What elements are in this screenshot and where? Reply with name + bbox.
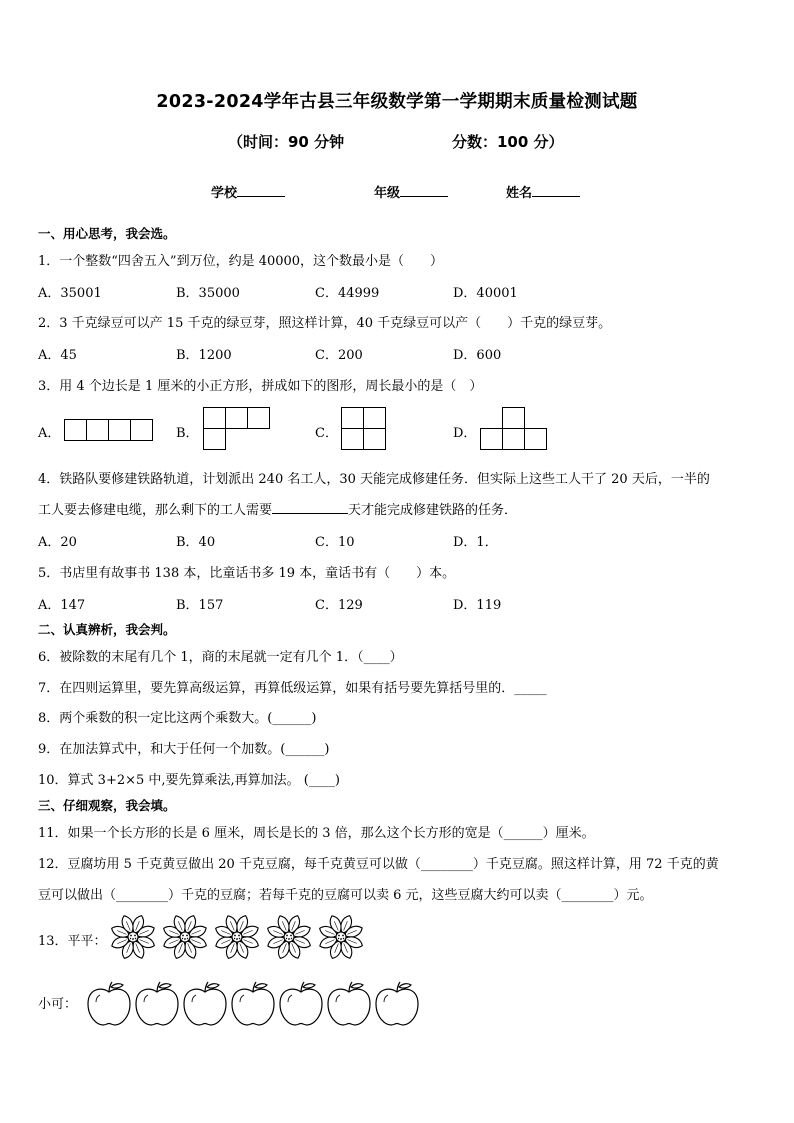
- apple-icon: [182, 980, 228, 1026]
- apple-row: [86, 980, 426, 1026]
- question-4-line1: 4．铁路队要修建铁路轨道，计划派出 240 名工人，30 天能完成修建任务．但实际上这些工人干了 20 天后，一半的: [38, 472, 710, 487]
- shape-b-figure: [203, 407, 270, 451]
- flower-icon: [160, 912, 210, 962]
- question-12-line1: 12．豆腐坊用 5 千克黄豆做出 20 千克豆腐，每千克黄豆可以做（________）千克豆腐。照这样计算，用 72 千克的黄: [38, 857, 719, 872]
- grade-field[interactable]: [374, 182, 448, 201]
- flower-icon: [108, 912, 158, 962]
- shape-a-figure: [64, 419, 154, 441]
- question-5: 5．书店里有故事书 138 本，比童话书多 19 本，童话书有（ ）本。: [38, 566, 456, 581]
- q4-option-b[interactable]: B．40: [176, 535, 216, 550]
- q3-option-c[interactable]: C．: [315, 426, 338, 441]
- q4-option-d[interactable]: D．1．: [453, 535, 498, 550]
- apple-icon: [86, 980, 132, 1026]
- q3-option-b[interactable]: B．: [176, 426, 199, 441]
- question-9: 9．在加法算式中，和大于任何一个加数。(______): [38, 742, 330, 757]
- question-3: 3．用 4 个边长是 1 厘米的小正方形，拼成如下的图形，周长最小的是（ ）: [38, 379, 483, 394]
- question-6: 6．被除数的末尾有几个 1，商的末尾就一定有几个 1．（____）: [38, 650, 403, 665]
- q2-option-c[interactable]: C．200: [315, 348, 363, 363]
- q5-option-c[interactable]: C．129: [315, 598, 363, 613]
- q4-option-a[interactable]: A．20: [38, 535, 77, 550]
- shape-d-figure: [480, 407, 547, 451]
- apple-icon: [374, 980, 420, 1026]
- q3-option-d[interactable]: D．: [453, 426, 477, 441]
- section-3-heading: 三、仔细观察，我会填。: [38, 798, 176, 813]
- question-2: 2．3 千克绿豆可以产 15 千克的绿豆芽，照这样计算，40 千克绿豆可以产（ ）千克的绿豆芽。: [38, 316, 612, 331]
- school-field[interactable]: [211, 182, 285, 201]
- question-7: 7．在四则运算里，要先算高级运算，再算低级运算，如果有括号要先算括号里的．_____: [38, 681, 547, 696]
- q4-blank[interactable]: [272, 502, 348, 514]
- flower-icon: [316, 912, 366, 962]
- exam-time: （时间：90 分钟: [228, 133, 345, 151]
- name-field[interactable]: [506, 182, 580, 201]
- apple-icon: [230, 980, 276, 1026]
- q4-text-a: 工人要去修建电缆，那么剩下的工人需要: [38, 503, 273, 518]
- question-10: 10．算式 3+2×5 中,要先算乘法,再算加法。 (____): [38, 773, 340, 788]
- grade-label: 年级: [374, 186, 401, 201]
- shape-c-figure: [341, 407, 386, 451]
- q2-option-d[interactable]: D．600: [453, 348, 502, 363]
- q5-option-d[interactable]: D．119: [453, 598, 502, 613]
- apple-icon: [278, 980, 324, 1026]
- q2-option-b[interactable]: B．1200: [176, 348, 232, 363]
- q3-option-a[interactable]: A．: [38, 426, 61, 441]
- q1-option-b[interactable]: B．35000: [176, 286, 240, 301]
- q4-text-b: 天才能完成修建铁路的任务．: [348, 503, 518, 518]
- flower-icon: [212, 912, 262, 962]
- q5-option-b[interactable]: B．157: [176, 598, 224, 613]
- question-4-line2: [38, 499, 517, 518]
- flower-icon: [264, 912, 314, 962]
- q2-option-a[interactable]: A．45: [38, 348, 77, 363]
- apple-icon: [326, 980, 372, 1026]
- name-label: 姓名: [506, 186, 533, 201]
- q13-label-pingping: 13．平平：: [38, 934, 107, 949]
- q1-option-a[interactable]: A．35001: [38, 286, 102, 301]
- section-2-heading: 二、认真辨析，我会判。: [38, 622, 176, 637]
- exam-score: 分数：100 分）: [452, 133, 564, 151]
- section-1-heading: 一、用心思考，我会选。: [38, 226, 176, 241]
- flower-row: [108, 912, 378, 962]
- page-title: 2023-2024学年古县三年级数学第一学期期末质量检测试题: [156, 92, 638, 112]
- question-1: 1．一个整数“四舍五入”到万位，约是 40000，这个数最小是（ ）: [38, 254, 444, 269]
- question-8: 8．两个乘数的积一定比这两个乘数大。(______): [38, 711, 317, 726]
- question-11: 11．如果一个长方形的长是 6 厘米，周长是长的 3 倍，那么这个长方形的宽是（______）厘米。: [38, 826, 595, 841]
- question-12-line2: 豆可以做出（________）千克的豆腐；若每千克的豆腐可以卖 6 元，这些豆腐大约可以卖（________）元。: [38, 888, 653, 903]
- q4-option-c[interactable]: C．10: [315, 535, 355, 550]
- q5-option-a[interactable]: A．147: [38, 598, 86, 613]
- q1-option-d[interactable]: D．40001: [453, 286, 518, 301]
- q13-label-xiaoke: 小可：: [38, 997, 78, 1012]
- school-label: 学校: [211, 186, 238, 201]
- q1-option-c[interactable]: C．44999: [315, 286, 380, 301]
- apple-icon: [134, 980, 180, 1026]
